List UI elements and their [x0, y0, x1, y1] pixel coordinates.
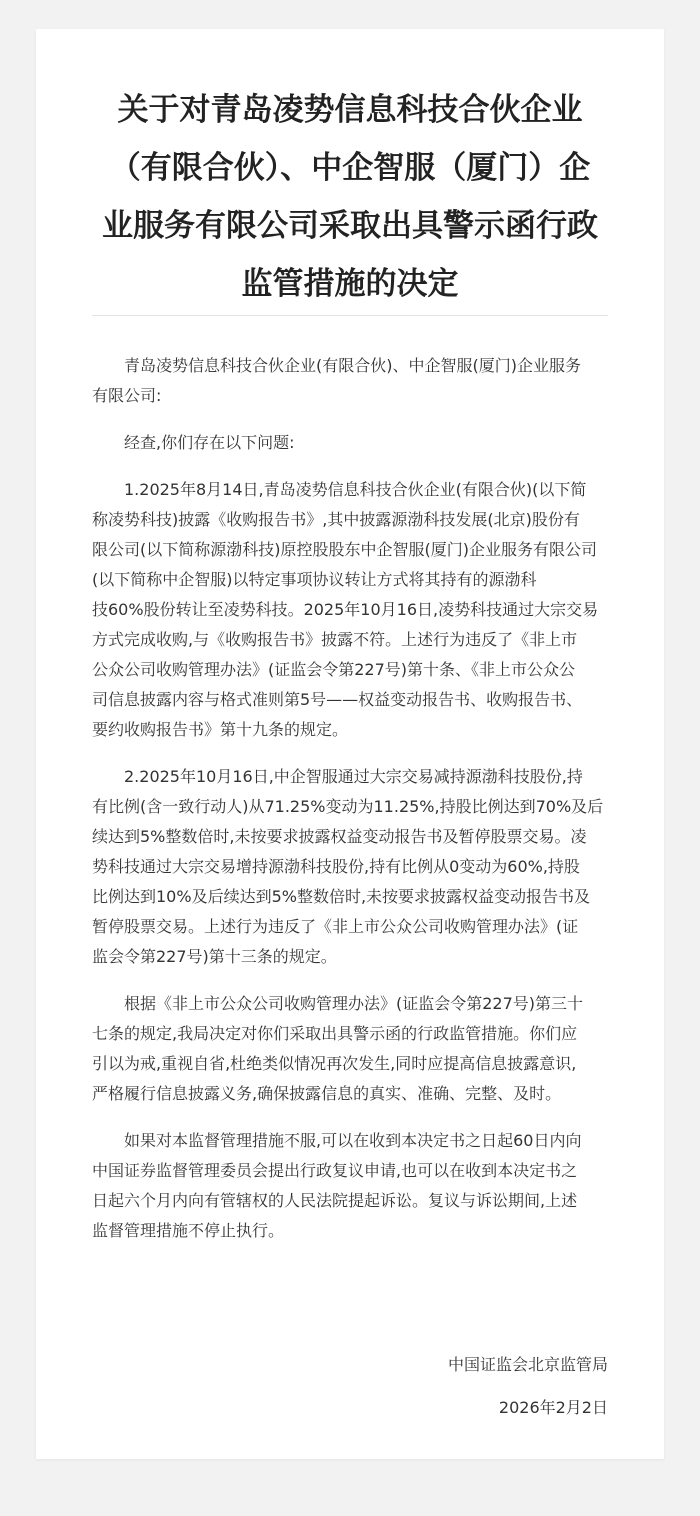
text-line: 如果对本监督管理措施不服,可以在收到本决定书之日起60日内向	[124, 1131, 582, 1150]
text-line: 要约收购报告书》第十九条的规定。	[92, 720, 349, 739]
issuing-authority: 中国证监会北京监管局	[447, 1355, 608, 1374]
decision-paragraph	[92, 989, 608, 1109]
text-line: 比例达到10%及后续达到5%整数倍时,未按要求披露权益变动报告书及	[92, 887, 591, 906]
intro-paragraph	[92, 428, 608, 458]
text-line: 经查,你们存在以下问题:	[124, 433, 295, 452]
text-line: 严格履行信息披露义务,确保披露信息的真实、准确、完整、及时。	[92, 1084, 562, 1103]
text-line: 称凌势科技)披露《收购报告书》,其中披露源渤科技发展(北京)股份有	[92, 510, 580, 529]
text-line: 七条的规定,我局决定对你们采取出具警示函的行政监管措施。你们应	[92, 1024, 578, 1043]
text-line: 暂停股票交易。上述行为违反了《非上市公众公司收购管理办法》(证	[92, 917, 579, 936]
title-line: 监管措施的决定	[241, 266, 459, 302]
text-line: (以下简称中企智服)以特定事项协议转让方式将其持有的源渤科	[92, 570, 537, 589]
issue-1-paragraph	[92, 475, 608, 745]
text-line: 中国证券监督管理委员会提出行政复议申请,也可以在收到本决定书之	[92, 1161, 578, 1180]
title-divider	[92, 315, 608, 316]
text-line: 引以为戒,重视自省,杜绝类似情况再次发生,同时应提高信息披露意识,	[92, 1054, 577, 1073]
text-line: 根据《非上市公众公司收购管理办法》(证监会令第227号)第三十	[124, 994, 584, 1013]
text-line: 限公司(以下简称源渤科技)原控股股东中企智服(厦门)企业服务有限公司	[92, 540, 597, 559]
document-title	[92, 81, 608, 313]
text-line: 日起六个月内向有管辖权的人民法院提起诉讼。复议与诉讼期间,上述	[92, 1191, 578, 1210]
text-line: 青岛凌势信息科技合伙企业(有限合伙)、中企智服(厦门)企业服务	[124, 356, 581, 375]
text-line: 1.2025年8月14日,青岛凌势信息科技合伙企业(有限合伙)(以下简	[124, 480, 587, 499]
text-line: 方式完成收购,与《收购报告书》披露不符。上述行为违反了《非上市	[92, 630, 578, 649]
issue-2-paragraph	[92, 762, 608, 972]
text-line: 技60%股份转让至凌势科技。2025年10月16日,凌势科技通过大宗交易	[92, 600, 599, 619]
text-line: 有比例(含一致行动人)从71.25%变动为11.25%,持股比例达到70%及后	[92, 797, 604, 816]
text-line: 有限公司:	[92, 386, 162, 405]
issue-date: 2026年2月2日	[498, 1398, 608, 1417]
text-line: 监会令第227号)第十三条的规定。	[92, 947, 337, 966]
text-line: 监督管理措施不停止执行。	[92, 1221, 285, 1240]
title-line: 关于对青岛凌势信息科技合伙企业	[117, 92, 583, 128]
title-line: 业服务有限公司采取出具警示函行政	[102, 208, 598, 244]
text-line: 续达到5%整数倍时,未按要求披露权益变动报告书及暂停股票交易。凌	[92, 827, 587, 846]
appeal-paragraph	[92, 1126, 608, 1246]
text-line: 2.2025年10月16日,中企智服通过大宗交易减持源渤科技股份,持	[124, 767, 583, 786]
addressee-paragraph	[92, 351, 608, 411]
text-line: 公众公司收购管理办法》(证监会令第227号)第十条、《非上市公众公	[92, 660, 576, 679]
title-line: （有限合伙）、中企智服（厦门）企	[109, 150, 591, 186]
text-line: 司信息披露内容与格式准则第5号——权益变动报告书、收购报告书、	[92, 690, 583, 709]
document-body	[92, 351, 608, 1263]
document-page	[36, 29, 664, 1459]
text-line: 势科技通过大宗交易增持源渤科技股份,持有比例从0变动为60%,持股	[92, 857, 580, 876]
